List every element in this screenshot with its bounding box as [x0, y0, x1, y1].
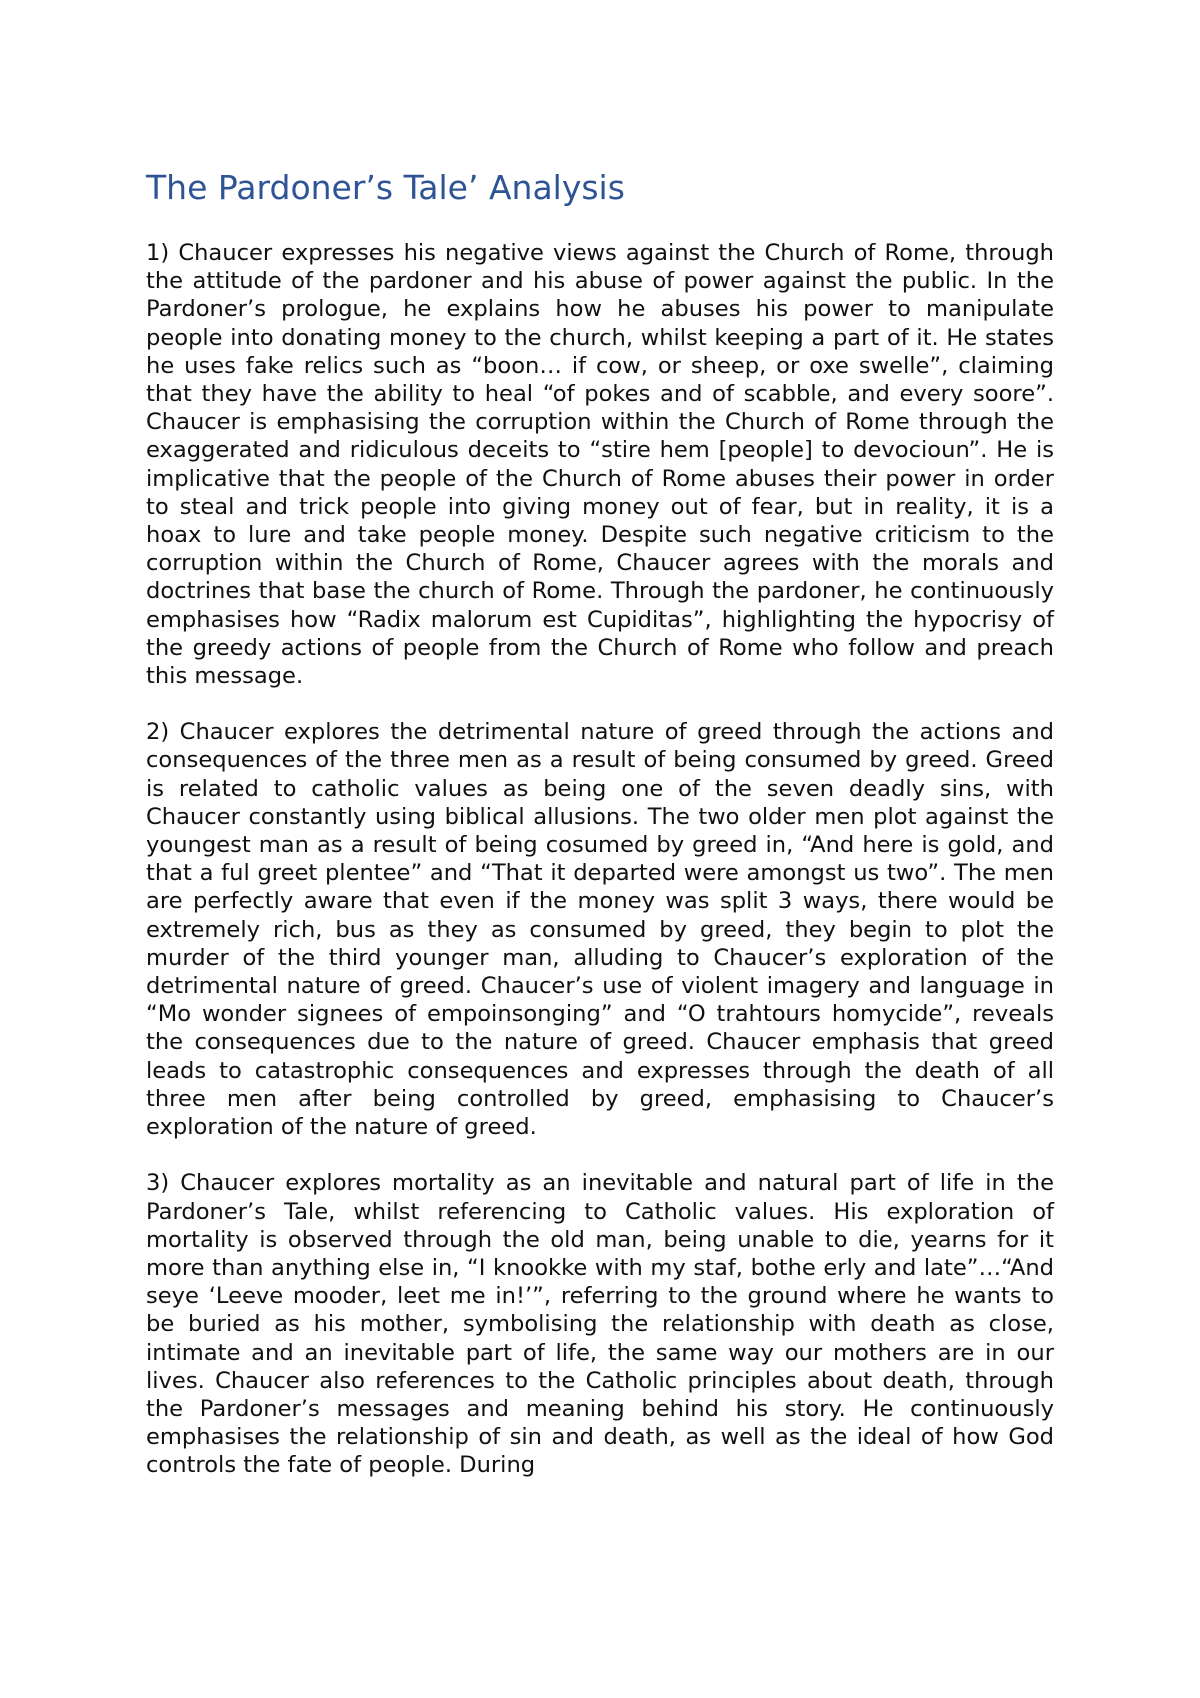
- paragraph-1: 1) Chaucer expresses his negative views against the Church of Rome, through the attitude of the pardoner and his abuse of power against the public. In the Pardoner’s prologue, he explains how he abuses his power to manipulate people into donating money to the church, whilst keeping a part of it. He states he uses fake relics such as “boon… if cow, or sheep, or oxe swelle”, claiming that they have the ability to heal “of pokes and of scabble, and every soore”. Chaucer is emphasising the corruption within the Church of Rome through the exaggerated and ridiculous deceits to “stire hem [people] to devocioun”. He is implicative that the people of the Church of Rome abuses their power in order to steal and trick people into giving money out of fear, but in reality, it is a hoax to lure and take people money. Despite such negative criticism to the corruption within the Church of Rome, Chaucer agrees with the morals and doctrines that base the church of Rome. Through the pardoner, he continuously emphasises how “Radix malorum est Cupiditas”, highlighting the hypocrisy of the greedy actions of people from the Church of Rome who follow and preach this message.: [146, 240, 1054, 690]
- document-body: [146, 239, 1054, 1508]
- paragraph-3: 3) Chaucer explores mortality as an inevitable and natural part of life in the Pardoner’s Tale, whilst referencing to Catholic values. His exploration of mortality is observed through the old man, being unable to die, yearns for it more than anything else in, “I knookke with my staf, bothe erly and late”…“And seye ‘Leeve mooder, leet me in!’”, referring to the ground where he wants to be buried as his mother, symbolising the relationship with death as close, intimate and an inevitable part of life, the same way our mothers are in our lives. Chaucer also references to the Catholic principles about death, through the Pardoner’s messages and meaning behind his story. He continuously emphasises the relationship of sin and death, as well as the ideal of how God controls the fate of people. During: [146, 1170, 1054, 1479]
- document-title: The Pardoner’s Tale’ Analysis: [146, 168, 625, 207]
- paragraph-2: 2) Chaucer explores the detrimental nature of greed through the actions and consequences of the three men as a result of being consumed by greed. Greed is related to catholic values as being one of the seven deadly sins, with Chaucer constantly using biblical allusions. The two older men plot against the youngest man as a result of being cosumed by greed in, “And here is gold, and that a ful greet plentee” and “That it departed were amongst us two”. The men are perfectly aware that even if the money was split 3 ways, there would be extremely rich, bus as they as consumed by greed, they begin to plot the murder of the third younger man, alluding to Chaucer’s exploration of the detrimental nature of greed. Chaucer’s use of violent imagery and language in “Mo wonder signees of empoinsonging” and “O trahtours homycide”, reveals the consequences due to the nature of greed. Chaucer emphasis that greed leads to catastrophic consequences and expresses through the death of all three men after being controlled by greed, emphasising to Chaucer’s exploration of the nature of greed.: [146, 719, 1054, 1141]
